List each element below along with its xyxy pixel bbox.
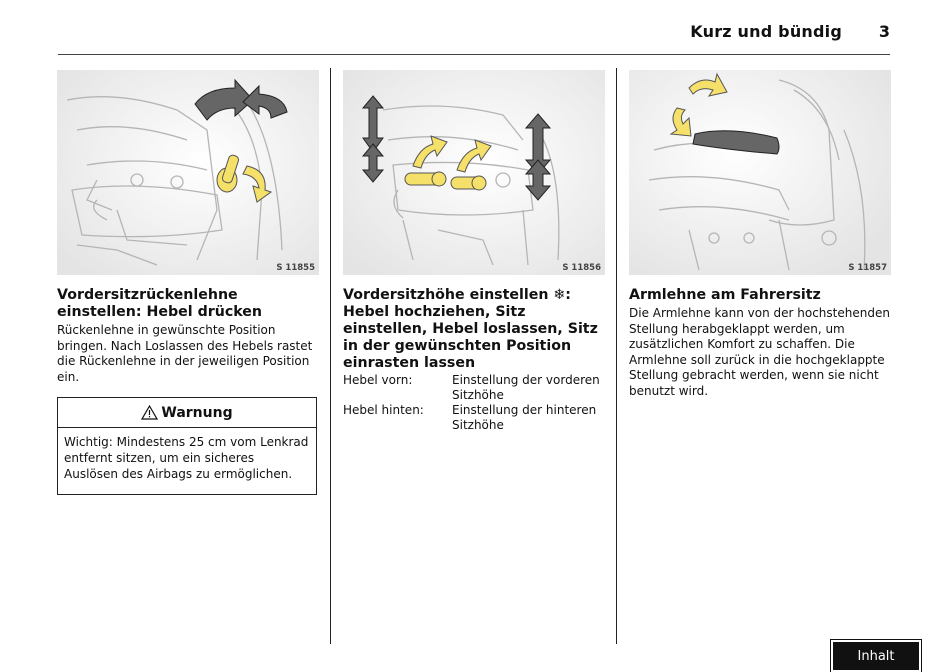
section-seat-height: [343, 287, 605, 433]
section-body: Rückenlehne in gewünschte Position bringen. Nach Loslassen des Hebels rastet die Rückenlehne in der jeweiligen Position ein.: [57, 323, 313, 384]
lever-table: [343, 373, 605, 433]
column-divider: [616, 68, 617, 644]
row-label: Hebel hinten:: [343, 403, 424, 417]
seat-height-adjust-illustration: [343, 70, 605, 275]
seat-backrest-adjust-illustration: [57, 70, 319, 275]
section-title: Vordersitzhöhe einstellen ❄: Hebel hochziehen, Sitz einstellen, Hebel loslassen, Sitz in der gewünschten Position einrasten lassen: [343, 287, 598, 371]
table-row: [343, 373, 605, 403]
column-divider: [330, 68, 331, 644]
header-title: Kurz und bündig: [690, 22, 842, 41]
figure-armrest: [629, 70, 891, 275]
figure-code: S 11855: [276, 263, 315, 273]
warning-box: [57, 397, 317, 495]
section-backrest: [57, 287, 319, 495]
row-value: Einstellung der vorderen Sitzhöhe: [452, 373, 600, 402]
inhalt-button[interactable]: Inhalt: [831, 640, 921, 672]
section-title: Vordersitzrückenlehne einstellen: Hebel drücken: [57, 287, 263, 320]
warning-header: [58, 398, 316, 428]
table-row: [343, 403, 605, 433]
warning-text: Wichtig: Mindestens 25 cm vom Lenkrad entfernt sitzen, um ein sicheres Auslösen des Airbags zu ermöglichen.: [64, 435, 309, 481]
figure-code: S 11857: [848, 263, 887, 273]
warning-title: Warnung: [161, 404, 233, 421]
section-armrest: [629, 287, 891, 400]
figure-backrest: [57, 70, 319, 275]
header-rule: [58, 54, 890, 55]
section-body: Die Armlehne kann von der hochstehenden Stellung herabgeklappt werden, um zusätzlichen Komfort zu schaffen. Die Armlehne soll zurück in die hochgeklappte Stellung gebracht werden, wenn sie nicht benutzt wird.: [629, 306, 890, 398]
figure-code: S 11856: [562, 263, 601, 273]
row-value: Einstellung der hinteren Sitzhöhe: [452, 403, 597, 432]
section-title: Armlehne am Fahrersitz: [629, 287, 821, 303]
figure-seat-height: [343, 70, 605, 275]
row-label: Hebel vorn:: [343, 373, 413, 387]
warning-triangle-icon: [141, 405, 158, 420]
page-number: 3: [878, 22, 890, 41]
armrest-illustration: [629, 70, 891, 275]
